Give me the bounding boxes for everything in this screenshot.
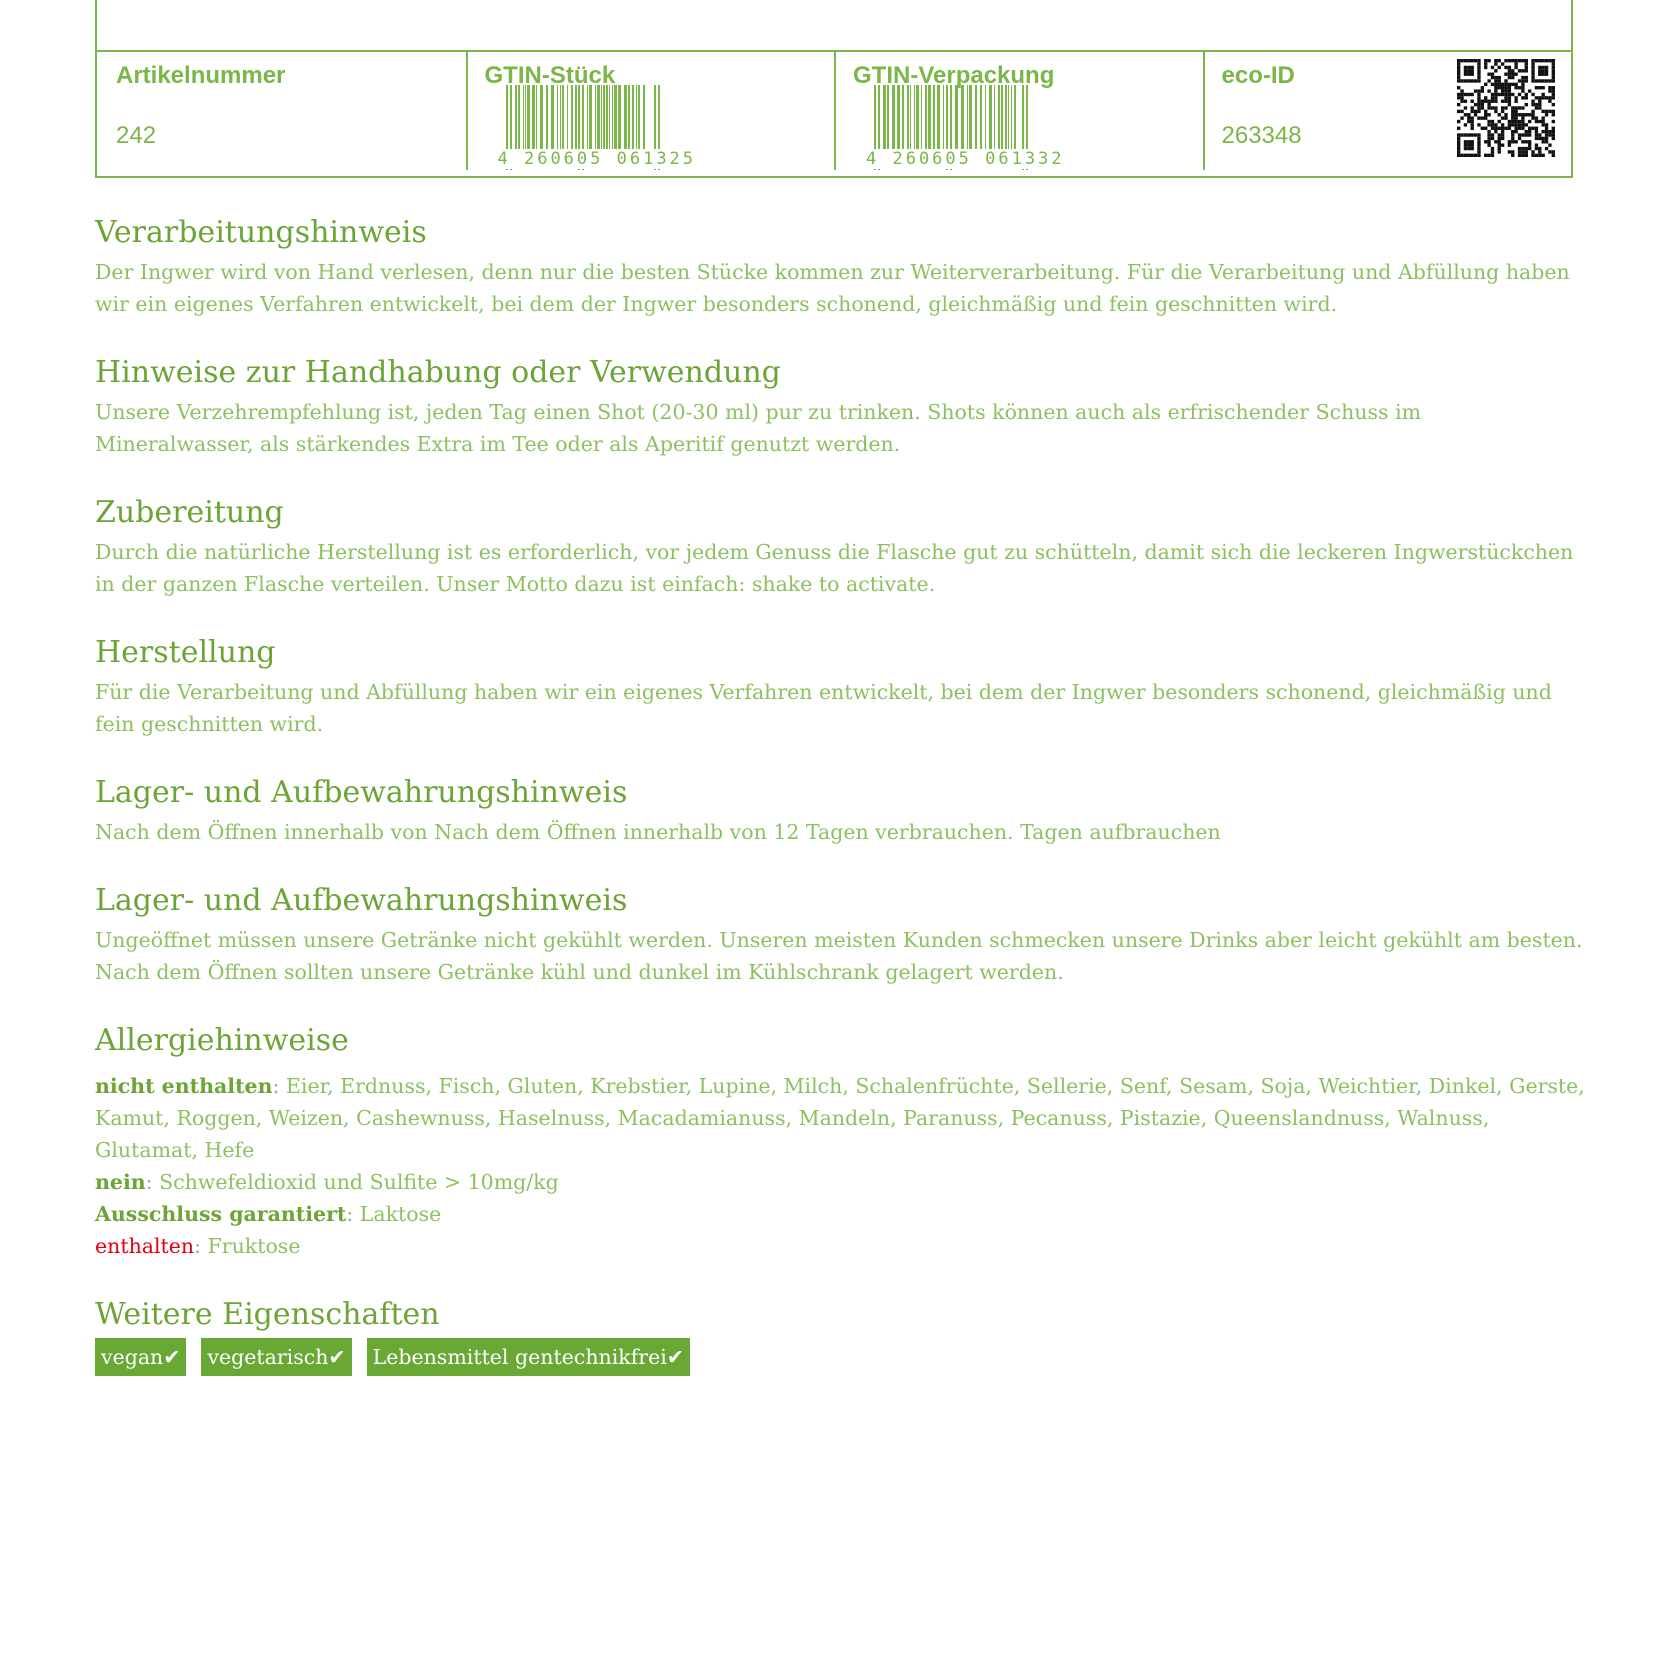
section-text: Der Ingwer wird von Hand verlesen, denn nur die besten Stücke kommen zur Weiterverarbeitung. Für die Verarbeitung und Abfüllung haben wir ein eigenes Verfahren entwickelt, bei dem der Ingwer besonders schonend, gleichmäßig und fein geschnitten wird. (95, 260, 1570, 316)
gtin-piece-digits: 4 260605 061325 (497, 149, 697, 169)
section-5 (95, 882, 1585, 988)
allergy-list (95, 1070, 1585, 1262)
section-text: Für die Verarbeitung und Abfüllung haben wir ein eigenes Verfahren entwickelt, bei dem der Ingwer besonders schonend, gleichmäßig und fein geschnitten wird. (95, 680, 1552, 736)
gtin-pack-label: GTIN-Verpackung (853, 62, 1055, 89)
section-heading: Zubereitung (95, 495, 284, 530)
properties-heading: Weitere Eigenschaften (95, 1297, 440, 1332)
gtin-pack-digits: 4 260605 061332 (866, 149, 1065, 169)
section-text: Nach dem Öffnen sollten unsere Getränke kühl und dunkel im Kühlschrank gelagert werden. (95, 960, 1064, 984)
allergy-item (95, 1166, 1585, 1198)
section-2 (95, 494, 1585, 600)
section-heading: Hinweise zur Handhabung oder Verwendung (95, 355, 781, 390)
property-tag: vegetarisch✔ (201, 1338, 351, 1376)
article-number-cell (97, 52, 466, 176)
product-info-row (97, 50, 1571, 176)
eco-id-value: 263348 (1221, 122, 1302, 149)
allergy-item (95, 1230, 1585, 1262)
allergy-key: nein (95, 1170, 146, 1194)
section-1 (95, 354, 1585, 460)
qr-code-icon (1457, 59, 1555, 157)
section-text: Ungeöffnet müssen unsere Getränke nicht gekühlt werden. Unseren meisten Kunden schmecken unsere Drinks aber leicht gekühlt am besten. (95, 928, 1583, 952)
section-heading: Herstellung (95, 635, 276, 670)
allergy-value: : Schwefeldioxid und Sulfite > 10mg/kg (145, 1170, 559, 1194)
section-text: Durch die natürliche Herstellung ist es erforderlich, vor jedem Genuss die Flasche gut zu schütteln, damit sich die leckeren Ingwerstückchen in der ganzen Flasche verteilen. Unser Motto dazu ist einfach: shake to activate. (95, 540, 1574, 596)
text-sections (95, 214, 1585, 988)
section-0 (95, 214, 1585, 320)
property-tag: Lebensmittel gentechnikfrei✔ (367, 1338, 690, 1376)
section-3 (95, 634, 1585, 740)
allergy-heading: Allergiehinweise (95, 1023, 349, 1058)
allergy-item (95, 1198, 1585, 1230)
gtin-piece-label: GTIN-Stück (484, 62, 616, 89)
article-number-value: 242 (116, 122, 157, 149)
allergy-section (95, 1022, 1585, 1262)
gtin-pack-cell (834, 52, 1203, 176)
section-text: Nach dem Öffnen innerhalb von Nach dem Öffnen innerhalb von 12 Tagen verbrauchen. Tagen aufbrauchen (95, 820, 1221, 844)
allergy-value: : Laktose (346, 1202, 442, 1226)
section-heading: Lager- und Aufbewahrungshinweis (95, 883, 628, 918)
section-text: Unsere Verzehrempfehlung ist, jeden Tag einen Shot (20-30 ml) pur zu trinken. Shots können auch als erfrischender Schuss im Mineralwasser, als stärkendes Extra im Tee oder als Aperitif genutzt werden. (95, 400, 1422, 456)
property-tags (95, 1338, 1585, 1376)
allergy-key: Ausschluss garantiert (95, 1202, 347, 1226)
article-number-label: Artikelnummer (116, 62, 286, 89)
allergy-key: nicht enthalten (95, 1074, 273, 1098)
section-heading: Verarbeitungshinweis (95, 215, 427, 250)
eco-id-cell (1203, 52, 1572, 176)
product-info-box (95, 0, 1573, 178)
properties-section (95, 1296, 1585, 1376)
allergy-value: : Fruktose (194, 1234, 301, 1258)
section-4 (95, 774, 1585, 848)
allergy-item (95, 1070, 1585, 1166)
allergy-value: : Eier, Erdnuss, Fisch, Gluten, Krebstier, Lupine, Milch, Schalenfrüchte, Sellerie, Senf, Sesam, Soja, Weichtier, Dinkel, Gerste, Kamut, Roggen, Weizen, Cashewnuss, Haselnuss, Macadamianuss, Mandeln, Paranuss, Pecanuss, Pistazie, Queenslandnuss, Walnuss, Glutamat, Hefe (95, 1074, 1585, 1162)
main-content (95, 214, 1585, 1410)
property-tag: vegan✔ (95, 1338, 186, 1376)
section-heading: Lager- und Aufbewahrungshinweis (95, 775, 628, 810)
gtin-piece-cell (466, 52, 835, 176)
eco-id-label: eco-ID (1221, 62, 1295, 89)
allergy-key: enthalten (95, 1234, 195, 1258)
